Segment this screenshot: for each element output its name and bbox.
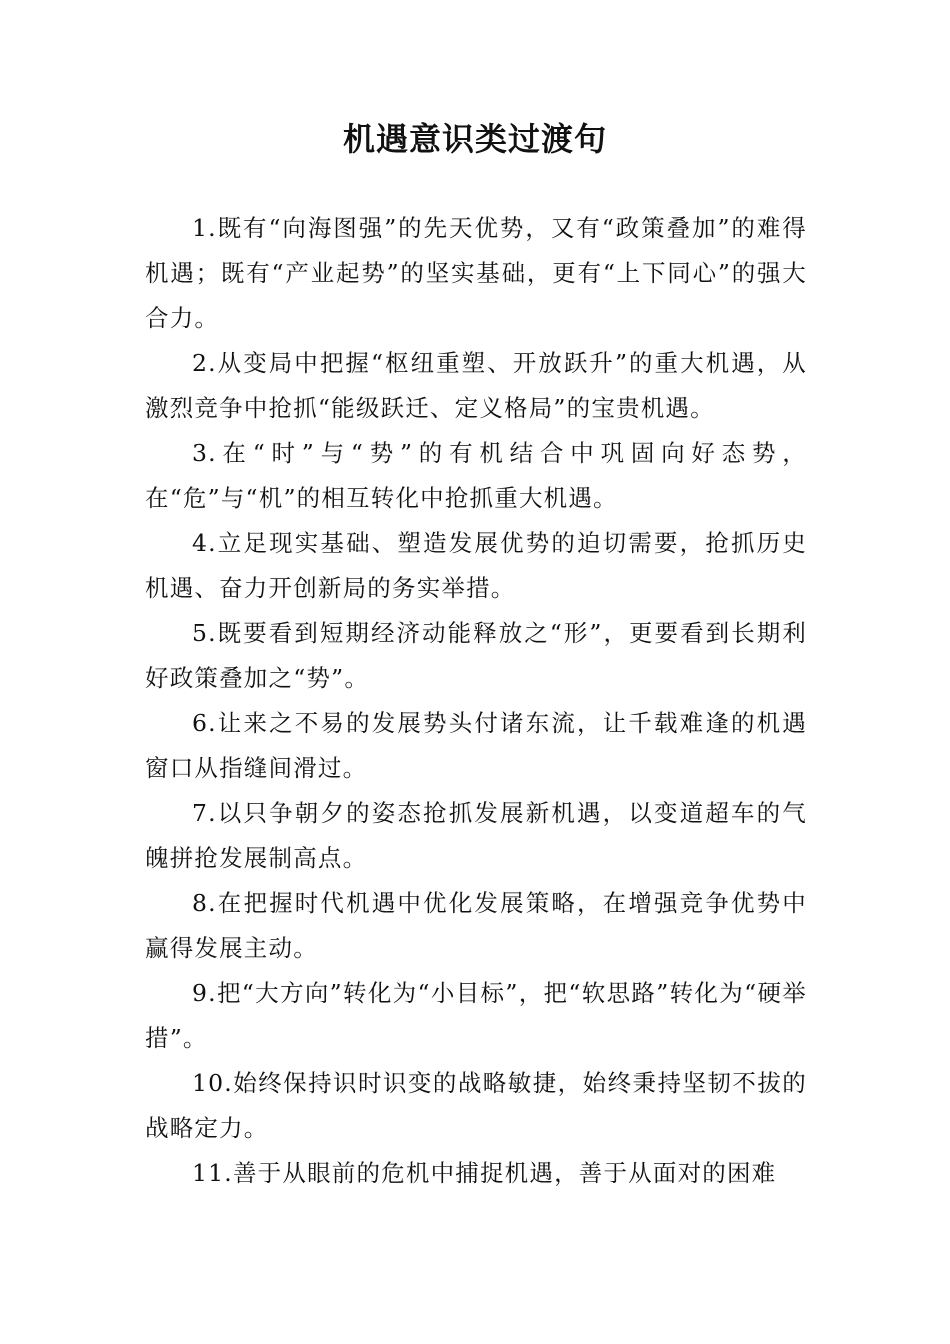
paragraph-2: 2.从变局中把握“枢纽重塑、开放跃升”的重大机遇，从激烈竞争中抢抓“能级跃迁、定义格局”的宝贵机遇。 <box>145 349 807 422</box>
paragraph-11: 11.善于从眼前的危机中捕捉机遇，善于从面对的困难 <box>192 1159 777 1187</box>
paragraph-1: 1.既有“向海图强”的先天优势，又有“政策叠加”的难得机遇；既有“产业起势”的坚实基础，更有“上下同心”的强大合力。 <box>145 214 807 332</box>
document-body <box>145 206 807 1196</box>
paragraph-5: 5.既要看到短期经济动能释放之“形”，更要看到长期利好政策叠加之“势”。 <box>145 619 807 692</box>
document-title: 机遇意识类过渡句 <box>342 120 607 158</box>
paragraph-8: 8.在把握时代机遇中优化发展策略，在增强竞争优势中赢得发展主动。 <box>145 889 807 962</box>
paragraph-9: 9.把“大方向”转化为“小目标”，把“软思路”转化为“硬举措”。 <box>145 979 807 1052</box>
paragraph-6: 6.让来之不易的发展势头付诸东流，让千载难逢的机遇窗口从指缝间滑过。 <box>145 709 807 782</box>
paragraph-7: 7.以只争朝夕的姿态抢抓发展新机遇，以变道超车的气魄拼抢发展制高点。 <box>145 799 807 872</box>
paragraph-3: 3.在“时”与“势”的有机结合中巩固向好态势，在“危”与“机”的相互转化中抢抓重大机遇。 <box>145 439 807 512</box>
paragraph-10: 10.始终保持识时识变的战略敏捷，始终秉持坚韧不拔的战略定力。 <box>145 1069 807 1142</box>
paragraph-4: 4.立足现实基础、塑造发展优势的迫切需要，抢抓历史机遇、奋力开创新局的务实举措。 <box>145 529 807 602</box>
